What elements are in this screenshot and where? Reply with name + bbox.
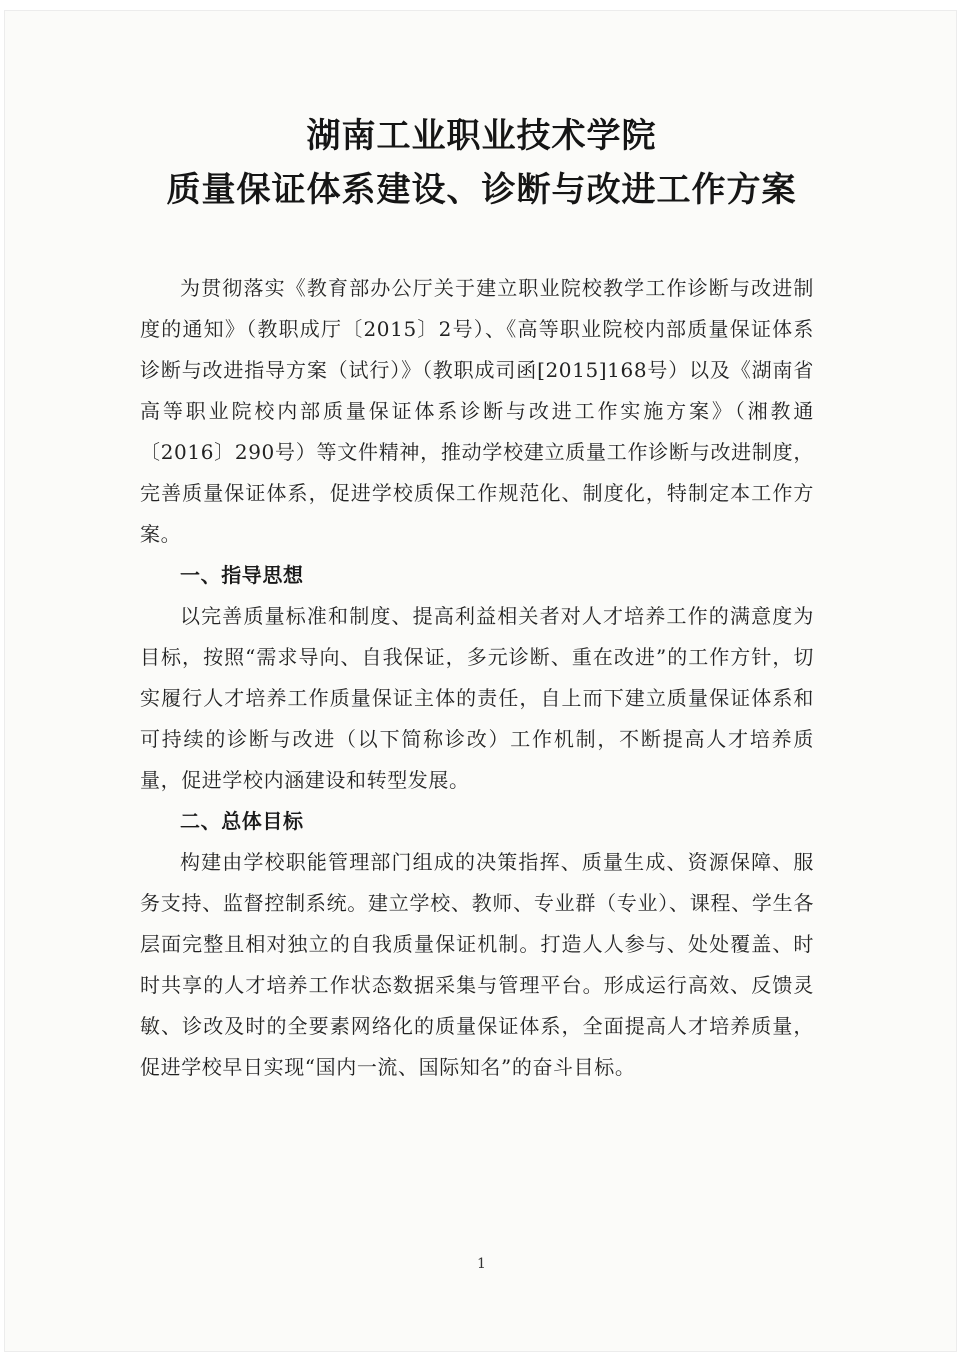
section-2-heading: 二、总体目标 <box>180 809 304 833</box>
section-1-paragraph: 以完善质量标准和制度、提高利益相关者对人才培养工作的满意度为目标，按照“需求导向、自我保证，多元诊断、重在改进”的工作方针，切实履行人才培养工作质量保证主体的责任，自上而下建立质量保证体系和可持续的诊断与改进（以下简称诊改）工作机制，不断提高人才培养质量，促进学校内涵建设和转型发展。 <box>140 604 814 792</box>
document-title-line-2: 质量保证体系建设、诊断与改进工作方案 <box>166 170 797 210</box>
page-number: 1 <box>477 1256 486 1272</box>
intro-paragraph: 为贯彻落实《教育部办公厅关于建立职业院校教学工作诊断与改进制度的通知》（教职成厅〔2015〕2号）、《高等职业院校内部质量保证体系诊断与改进指导方案（试行）》（教职成司函[2015]168号）以及《湖南省高等职业院校内部质量保证体系诊断与改进工作实施方案》（湘教通〔2016〕290号）等文件精神，推动学校建立质量工作诊断与改进制度，完善质量保证体系，促进学校质保工作规范化、制度化，特制定本工作方案。 <box>140 276 814 546</box>
document-title-line-1: 湖南工业职业技术学院 <box>306 116 657 156</box>
section-1-heading: 一、指导思想 <box>180 563 304 587</box>
section-2-paragraph: 构建由学校职能管理部门组成的决策指挥、质量生成、资源保障、服务支持、监督控制系统。建立学校、教师、专业群（专业）、课程、学生各层面完整且相对独立的自我质量保证机制。打造人人参与、处处覆盖、时时共享的人才培养工作状态数据采集与管理平台。形成运行高效、反馈灵敏、诊改及时的全要素网络化的质量保证体系，全面提高人才培养质量，促进学校早日实现“国内一流、国际知名”的奋斗目标。 <box>140 850 814 1079</box>
document-body <box>140 268 814 1088</box>
